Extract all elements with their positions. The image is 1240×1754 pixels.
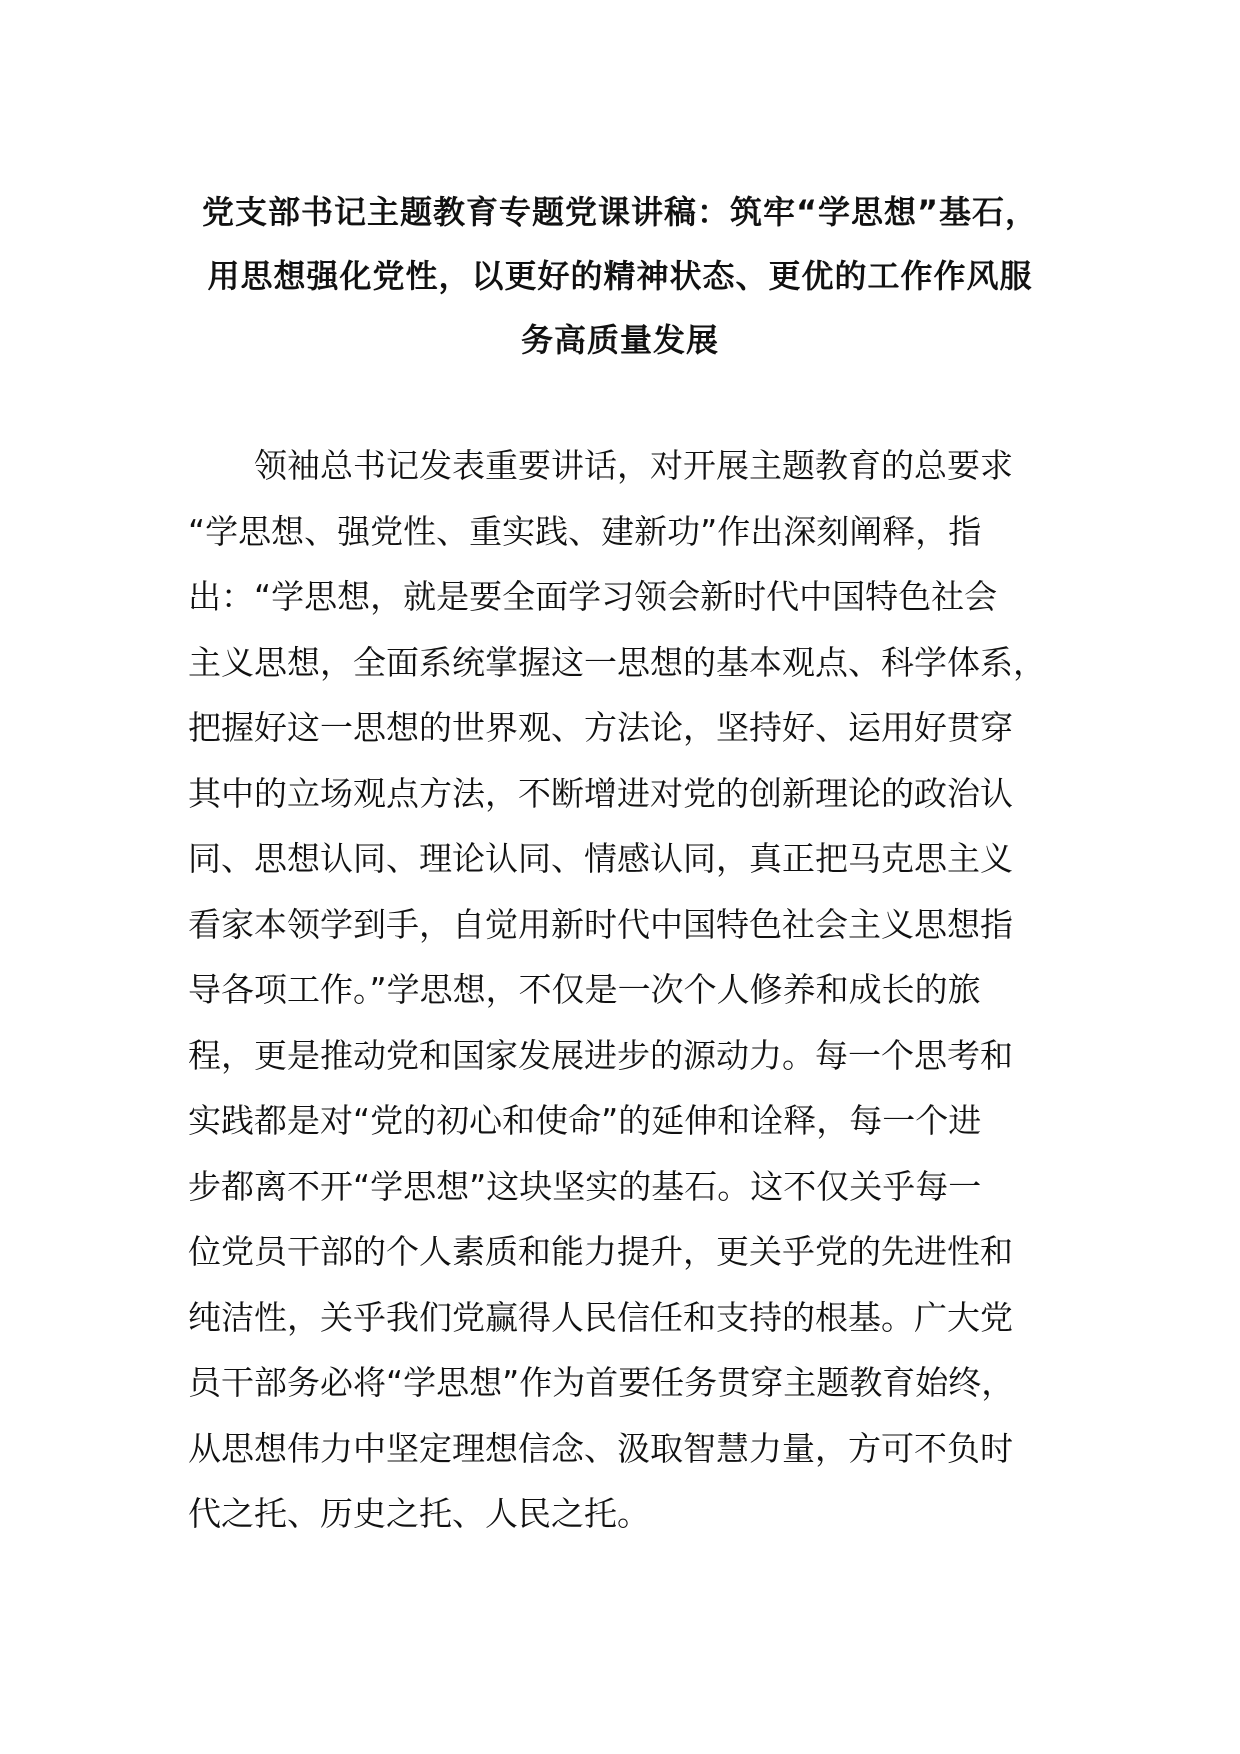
- body-line: 步都离不开“学思想”这块坚实的基石。这不仅关乎每一: [188, 1166, 982, 1206]
- title-line-1: 党支部书记主题教育专题党课讲稿：筑牢“学思想”基石，: [201, 193, 1039, 231]
- body-line: 位党员干部的个人素质和能力提升，更关乎党的先进性和: [188, 1232, 1013, 1271]
- body-line: 其中的立场观点方法，不断增进对党的创新理论的政治认: [188, 773, 1013, 813]
- body-line: 领袖总书记发表重要讲话，对开展主题教育的总要求: [188, 446, 1013, 485]
- body-line: 把握好这一思想的世界观、方法论，坚持好、运用好贯穿: [188, 708, 1013, 747]
- title-line-2: 用思想强化党性，以更好的精神状态、更优的工作作风服: [207, 257, 1033, 295]
- title-line-3: 务高质量发展: [520, 321, 719, 359]
- document-title: [150, 180, 1090, 372]
- body-line: 从思想伟力中坚定理想信念、汲取智慧力量，方可不负时: [188, 1428, 1013, 1468]
- body-line: 实践都是对“党的初心和使命”的延伸和诠释，每一个进: [188, 1101, 982, 1140]
- body-line: 代之托、历史之托、人民之托。: [188, 1494, 650, 1533]
- body-line: 出：“学思想，就是要全面学习领会新时代中国特色社会: [188, 577, 998, 616]
- body-line: “学思想、强党性、重实践、建新功”作出深刻阐释，指: [188, 511, 982, 551]
- body-line: 程，更是推动党和国家发展进步的源动力。每一个思考和: [188, 1035, 1013, 1075]
- body-line: 纯洁性，关乎我们党赢得人民信任和支持的根基。广大党: [188, 1297, 1013, 1337]
- body-line: 员干部务必将“学思想”作为首要任务贯穿主题教育始终，: [188, 1363, 1015, 1402]
- body-line: 主义思想，全面系统掌握这一思想的基本观点、科学体系，: [188, 642, 1046, 682]
- body-line: 看家本领学到手，自觉用新时代中国特色社会主义思想指: [188, 904, 1013, 944]
- body-paragraph: [188, 433, 1068, 1547]
- body-line: 导各项工作。”学思想，不仅是一次个人修养和成长的旅: [188, 970, 981, 1009]
- body-line: 同、思想认同、理论认同、情感认同，真正把马克思主义: [188, 839, 1013, 878]
